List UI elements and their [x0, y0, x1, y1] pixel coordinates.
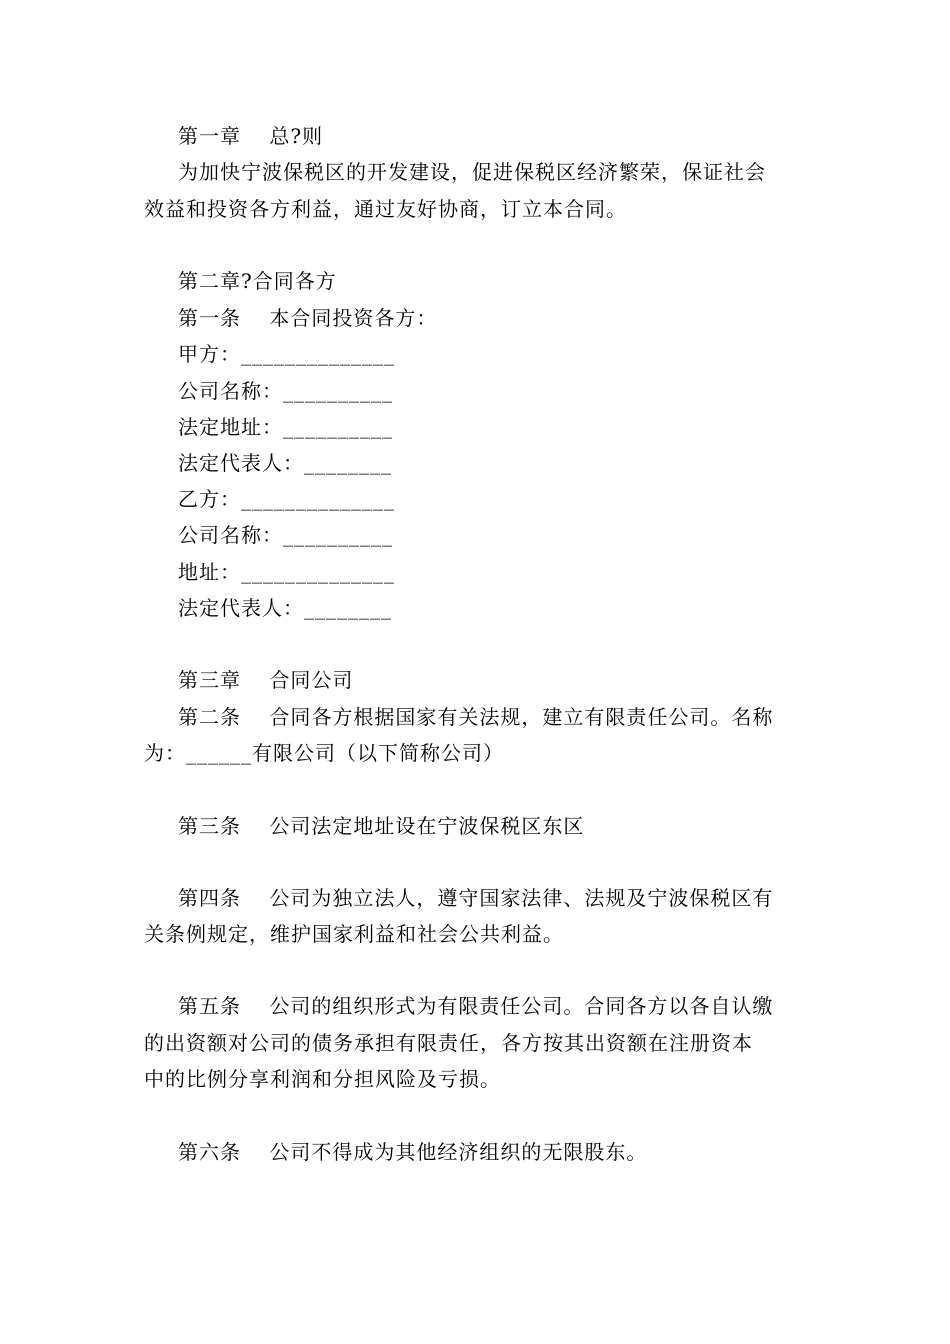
- article5-line2: 的出资额对公司的债务承担有限责任，各方按其出资额在注册资本: [144, 1031, 753, 1055]
- article3-line: 第三条 公司法定地址设在宁波保税区东区: [178, 814, 585, 838]
- article2-line2: 为：______有限公司（以下简称公司）: [144, 741, 504, 765]
- party-a-company-name: 公司名称：__________: [178, 379, 393, 403]
- chapter2-heading: 第二章?合同各方: [178, 269, 337, 293]
- article1-line: 第一条 本合同投资各方：: [178, 306, 438, 330]
- party-b-company-name: 公司名称：__________: [178, 523, 393, 547]
- article2-line1: 第二条 合同各方根据国家有关法规，建立有限责任公司。名称: [178, 705, 774, 729]
- party-a-label: 甲方：______________: [178, 342, 395, 366]
- chapter3-heading: 第三章 合同公司: [178, 668, 354, 692]
- party-a-legal-rep: 法定代表人：________: [178, 451, 392, 475]
- chapter1-preamble-line1: 为加快宁波保税区的开发建设，促进保税区经济繁荣，保证社会: [178, 160, 766, 184]
- chapter1-preamble-line2: 效益和投资各方利益，通过友好协商，订立本合同。: [144, 197, 627, 221]
- article4-line1: 第四条 公司为独立法人，遵守国家法律、法规及宁波保税区有: [178, 886, 774, 910]
- article6-line: 第六条 公司不得成为其他经济组织的无限股东。: [178, 1140, 648, 1164]
- party-b-address: 地址：______________: [178, 560, 395, 584]
- party-a-legal-address: 法定地址：__________: [178, 415, 393, 439]
- article4-line2: 关条例规定，维护国家利益和社会公共利益。: [144, 922, 564, 946]
- party-b-legal-rep: 法定代表人：________: [178, 596, 392, 620]
- article5-line3: 中的比例分享利润和分担风险及亏损。: [144, 1067, 501, 1091]
- article5-line1: 第五条 公司的组织形式为有限责任公司。合同各方以各自认缴: [178, 994, 774, 1018]
- chapter1-heading: 第一章 总?则: [178, 124, 324, 148]
- party-b-label: 乙方：______________: [178, 487, 395, 511]
